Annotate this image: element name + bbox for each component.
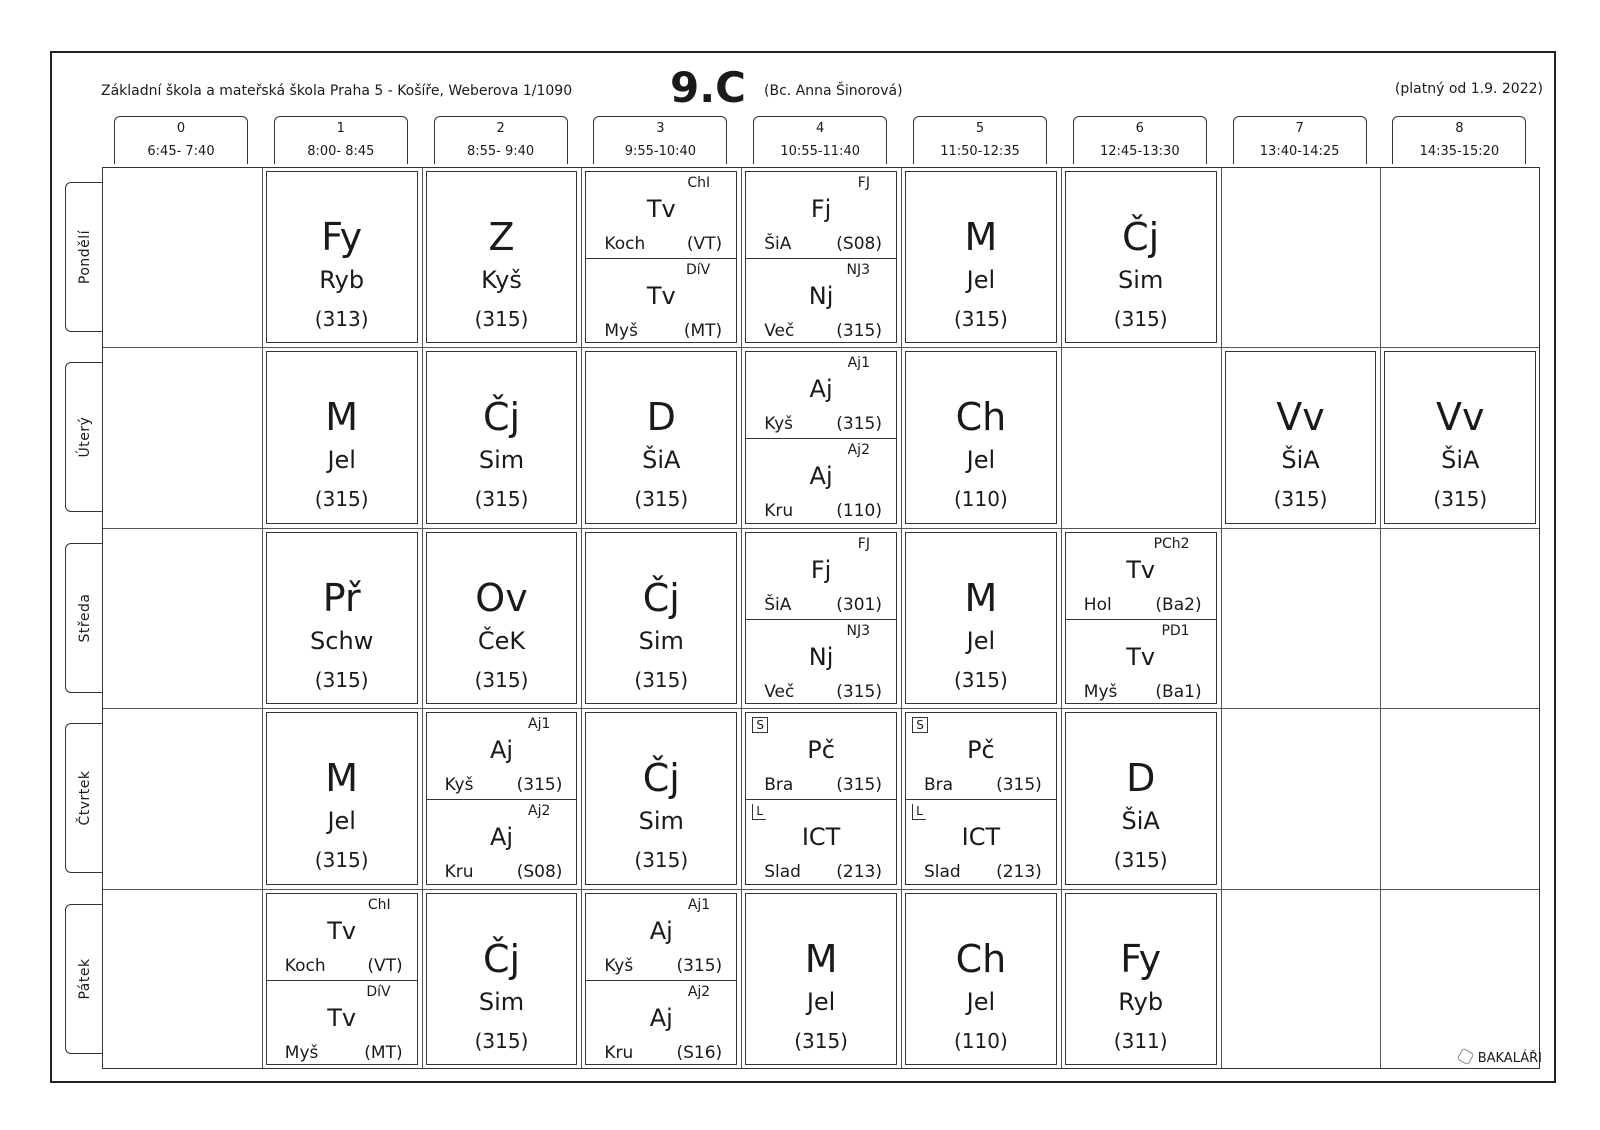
teacher: Myš [284,1042,319,1063]
subject: Ch [955,395,1007,440]
room: (315) [954,307,1008,331]
teacher: ŠiA [1441,446,1480,475]
subject: Fj [810,555,832,584]
lesson-cell [1225,351,1377,523]
group-label: Aj1 [528,716,551,733]
group-label: Aj1 [847,355,870,372]
group-label: Aj2 [528,803,551,820]
lesson-cell [905,351,1057,523]
room: (MT) [683,321,723,341]
teacher: Kyš [481,266,522,294]
room: (315) [314,667,369,692]
teacher: ŠiA [1281,446,1320,475]
lesson-half [586,894,736,980]
teacher: Myš [604,321,638,341]
lesson-cell [585,532,737,704]
subject: M [964,215,998,259]
valid-from: (platný od 1.9. 2022) [1394,81,1543,97]
day-header [65,904,103,1054]
week-flag: S [912,717,928,733]
lesson-cell [745,893,897,1065]
lesson-cell [905,893,1057,1065]
room: (315) [474,1028,529,1053]
teacher: Sim [638,807,684,836]
lesson-half [586,172,736,258]
lesson-cell [585,893,737,1065]
subject: Př [322,575,361,620]
teacher: Ryb [1118,987,1164,1016]
period-time: 10:55-11:40 [780,144,860,159]
teacher: Kyš [604,955,634,976]
period-header [593,116,727,164]
lesson-cell [426,893,578,1065]
class-teacher: (Bc. Anna Šinorová) [764,83,903,99]
period-time: 8:00- 8:45 [307,144,375,159]
subject: M [804,936,838,981]
day-label: Pondělí [76,229,93,285]
room: (315) [954,667,1008,692]
teacher: Jel [327,446,356,475]
room: (MT) [364,1042,403,1063]
grid-col-line [741,168,742,1068]
lesson-cell [1065,712,1217,884]
room: (110) [836,501,882,522]
lesson-cell [745,171,897,343]
teacher: ŠiA [764,234,792,254]
period-header [1073,116,1207,164]
room: (315) [1273,487,1328,512]
grid-col-line [1061,168,1062,1068]
lesson-half [267,894,417,980]
room: (315) [836,681,882,702]
lesson-cell [266,712,418,884]
day-header [65,182,103,332]
week-flag: L [752,804,766,820]
lesson-cell [426,712,578,884]
grid-row-line [103,528,1539,529]
grid-row-line [103,347,1539,348]
room: (315) [634,667,689,692]
lesson-cell [1065,893,1217,1065]
teacher: ŠiA [642,446,681,475]
teacher: Jel [966,266,996,294]
subject: D [646,395,676,440]
room: (315) [1113,848,1168,873]
room: (315) [314,848,369,873]
room: (S16) [676,1042,723,1063]
room: (Ba1) [1155,681,1202,702]
subject: Čj [1122,215,1160,259]
teacher: ŠiA [764,594,792,615]
lesson-cell [585,712,737,884]
period-time: 12:45-13:30 [1099,144,1180,159]
subject: Aj [649,916,673,945]
group-label: Aj2 [687,983,711,1000]
subject: Čj [482,936,521,981]
bakalari-logo-icon [1456,1048,1474,1066]
room: (VT) [686,234,723,254]
room: (110) [954,487,1008,512]
subject: M [325,395,359,440]
subject: Nj [808,282,834,310]
period-number: 6 [1135,121,1144,136]
brand-label: BAKALÁŘI [1477,1051,1542,1066]
teacher: Več [764,321,795,341]
teacher: Jel [966,446,996,475]
subject: Čj [482,395,521,440]
room: (315) [474,487,529,512]
lesson-half [427,713,577,799]
teacher: Kyš [764,414,794,435]
room: (315) [996,775,1042,796]
period-number: 4 [816,121,825,136]
teacher: Kru [604,1042,634,1063]
lesson-half [906,713,1056,799]
lesson-half [746,352,896,438]
subject: Aj [809,375,833,404]
lesson-cell [426,171,578,343]
group-label: DíV [685,262,711,278]
room: (S08) [516,862,563,883]
lesson-half [1066,533,1216,619]
subject: Fy [1120,936,1162,981]
subject: Ov [475,575,528,620]
lesson-half [746,799,896,886]
subject: Pč [967,736,995,765]
lesson-half [746,713,896,799]
subject: Tv [1126,555,1156,584]
subject: Tv [327,916,357,945]
lesson-cell [266,351,418,523]
teacher: Jel [327,807,356,836]
period-time: 9:55-10:40 [624,144,697,159]
period-header [753,116,887,164]
teacher: Sim [1118,266,1164,294]
grid-col-line [1221,168,1222,1068]
room: (315) [836,414,882,435]
room: (315) [474,667,529,692]
day-header [65,543,103,693]
lesson-cell [745,532,897,704]
subject: Aj [649,1003,673,1032]
period-header [913,116,1047,164]
subject: Vv [1276,395,1325,440]
lesson-half [906,799,1056,886]
group-label: Aj1 [687,896,711,913]
period-number: 7 [1295,121,1304,136]
period-header [1392,116,1526,164]
teacher: Slad [924,862,961,883]
grid-col-line [581,168,582,1068]
room: (315) [794,1028,848,1053]
subject: Z [488,215,515,259]
lesson-half [746,172,896,258]
group-label: ChI [687,175,711,191]
grid-col-line [262,168,263,1068]
lesson-half [746,438,896,525]
subject: Fj [810,195,832,223]
room: (315) [836,321,882,341]
lesson-half [586,980,736,1067]
teacher: Sim [478,987,525,1016]
teacher: Koch [604,234,646,254]
room: (301) [836,594,882,615]
room: (315) [676,955,723,976]
period-time: 11:50-12:35 [940,144,1020,159]
period-number: 3 [656,121,665,136]
teacher: Jel [966,987,996,1016]
teacher: Kru [444,862,474,883]
teacher: Slad [764,862,801,883]
subject: Tv [327,1003,357,1032]
subject: Tv [646,282,676,310]
group-label: PCh2 [1153,535,1190,552]
subject: D [1126,756,1156,801]
lesson-cell [585,351,737,523]
day-label: Úterý [76,416,93,458]
room: (213) [996,862,1042,883]
lesson-cell [1065,532,1217,704]
room: (315) [634,487,689,512]
period-number: 2 [496,121,505,136]
day-header [65,723,103,873]
subject: ICT [961,823,1001,852]
teacher: Sim [478,446,525,475]
teacher: Jel [966,626,996,655]
lesson-cell [266,893,418,1065]
teacher: Bra [924,775,954,796]
subject: Vv [1436,395,1485,440]
period-header [434,116,568,164]
group-label: FJ [857,535,870,552]
teacher: Jel [806,987,836,1016]
subject: Fy [321,215,363,259]
group-label: NJ3 [846,622,870,639]
grid-col-line [1380,168,1381,1068]
lesson-cell [905,532,1057,704]
room: (315) [516,775,563,796]
lesson-cell [745,351,897,523]
subject: Aj [489,736,514,765]
day-label: Čtvrtek [76,770,93,826]
teacher: Ryb [319,266,365,294]
period-time: 6:45- 7:40 [147,144,215,159]
lesson-cell [426,532,578,704]
timetable-grid [102,167,1540,1069]
teacher: Sim [638,626,684,655]
subject: Čj [642,756,680,801]
group-label: PD1 [1161,622,1190,639]
lesson-half [746,619,896,706]
period-header [274,116,408,164]
teacher: Schw [310,626,374,655]
room: (Ba2) [1155,594,1202,615]
group-label: FJ [857,175,870,191]
day-header [65,362,103,512]
week-flag: S [752,717,768,733]
room: (110) [954,1028,1008,1053]
lesson-cell [585,171,737,343]
group-label: DíV [366,983,391,1000]
lesson-half [267,980,417,1067]
lesson-cell [745,712,897,884]
grid-row-line [103,708,1539,709]
teacher: Bra [764,775,794,796]
period-time: 13:40-14:25 [1259,144,1340,159]
subject: ICT [801,823,841,852]
subject: Aj [809,462,833,491]
room: (315) [314,487,369,512]
lesson-half [746,533,896,619]
group-label: Aj2 [847,442,870,459]
room: (315) [836,775,882,796]
period-time: 8:55- 9:40 [466,144,535,159]
subject: Aj [489,823,514,852]
room: (S08) [836,234,882,254]
room: (VT) [367,955,403,976]
room: (315) [634,848,689,873]
grid-row-line [103,889,1539,890]
subject: M [964,575,998,620]
period-header [114,116,248,164]
subject: M [325,756,359,801]
room: (315) [1113,307,1168,331]
teacher: Myš [1083,681,1118,702]
bakalari-brand [1459,1050,1542,1066]
teacher: ŠiA [1121,807,1160,836]
subject: Ch [955,936,1007,981]
period-number: 8 [1455,121,1464,136]
room: (315) [474,307,529,331]
group-label: NJ3 [846,262,870,278]
teacher: Koch [284,955,326,976]
lesson-half [586,258,736,345]
lesson-cell [1065,171,1217,343]
lesson-cell [266,532,418,704]
lesson-cell [1384,351,1536,523]
period-number: 1 [336,121,345,136]
lesson-cell [426,351,578,523]
teacher: ČeK [477,626,526,655]
room: (213) [836,862,882,883]
teacher: Hol [1083,594,1112,615]
subject: Čj [642,575,680,620]
period-number: 5 [975,121,985,136]
lesson-cell [905,171,1057,343]
grid-col-line [901,168,902,1068]
period-time: 14:35-15:20 [1419,144,1500,159]
teacher: Kyš [444,775,474,796]
grid-col-line [422,168,423,1068]
subject: Nj [808,642,834,671]
week-flag: L [912,804,926,820]
subject: Tv [1126,642,1156,671]
teacher: Kru [764,501,794,522]
lesson-cell [266,171,418,343]
class-name: 9.C [670,63,747,112]
lesson-half [427,799,577,886]
teacher: Več [764,681,795,702]
period-header [1233,116,1367,164]
period-number: 0 [176,121,186,136]
day-label: Středa [76,593,93,643]
lesson-cell [905,712,1057,884]
lesson-half [1066,619,1216,706]
day-label: Pátek [76,958,93,1000]
lesson-half [746,258,896,345]
subject: Pč [807,736,835,765]
school-name: Základní škola a mateřská škola Praha 5 - Košíře, Weberova 1/1090 [101,83,573,99]
room: (311) [1113,1028,1168,1053]
room: (315) [1433,487,1488,512]
subject: Tv [646,195,676,223]
room: (313) [314,307,369,331]
group-label: ChI [367,896,391,913]
